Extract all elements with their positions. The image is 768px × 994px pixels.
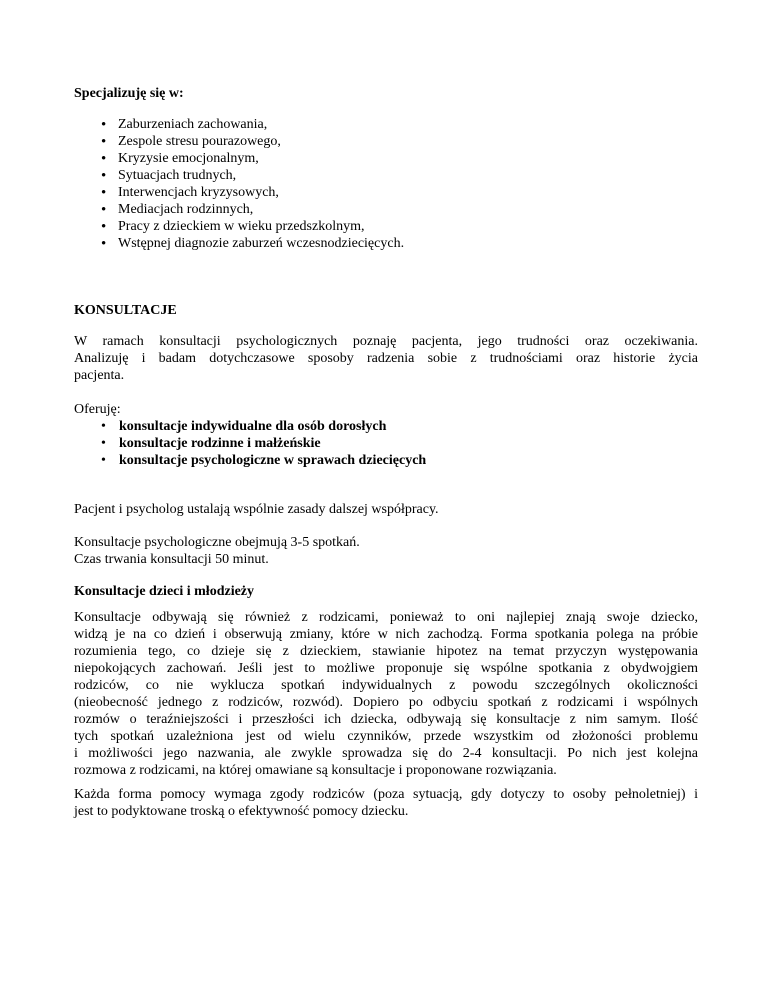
consent-paragraph xyxy=(74,787,698,821)
children-heading: Konsultacje dzieci i młodzieży xyxy=(74,584,255,599)
list-item: • Kryzysie emocjonalnym, xyxy=(74,151,404,168)
paragraph-line: i możliwości jego nazwania, ale zwykle sprowadza się do 2-4 konsultacji. Po nich jest kolejna xyxy=(74,746,698,761)
paragraph-line: tych spotkań uzależniona jest od wielu czynników, przede wszystkim od złożoności problemu xyxy=(74,729,698,744)
list-item: • konsultacje rodzinne i małżeńskie xyxy=(74,436,426,453)
paragraph-line: rodziców, co nie wyklucza spotkań indywidualnych z powodu szczególnych okoliczności xyxy=(74,678,698,693)
meetings-text: Konsultacje psychologiczne obejmują 3-5 spotkań. xyxy=(74,535,360,550)
paragraph-line: Każda forma pomocy wymaga zgody rodziców (poza sytuacją, gdy dotyczy to osoby pełnoletniej) i xyxy=(74,787,698,802)
list-item: • Zespole stresu pourazowego, xyxy=(74,134,404,151)
offer-list xyxy=(74,419,426,470)
paragraph-line: Konsultacje odbywają się również z rodzicami, ponieważ to oni najlepiej znają swoje dziecko, xyxy=(74,610,698,625)
duration-text: Czas trwania konsultacji 50 minut. xyxy=(74,552,269,567)
paragraph-line: rozmowa z rodzicami, na której omawiane są konsultacje i proponowane rozwiązania. xyxy=(74,763,557,778)
list-item: • konsultacje indywidualne dla osób dorosłych xyxy=(74,419,426,436)
list-item: • Wstępnej diagnozie zaburzeń wczesnodziecięcych. xyxy=(74,236,404,253)
rules-text: Pacjent i psycholog ustalają wspólnie zasady dalszej współpracy. xyxy=(74,502,439,517)
offer-label: Oferuję: xyxy=(74,402,121,417)
paragraph-line: (nieobecność jednego z rodziców, rozwód). Dopiero po odbyciu spotkań z rodzicami i wspólnych xyxy=(74,695,698,710)
paragraph-line: niepokojących zachowań. Jeśli jest to możliwe proponuje się wspólne spotkania z obydwojgiem xyxy=(74,661,698,676)
consultations-heading: KONSULTACJE xyxy=(74,303,177,318)
intro-line: Analizuję i badam dotychczasowe sposoby radzenia sobie z trudnościami oraz historie życia xyxy=(74,351,698,366)
paragraph-line: rozumienia tego, co dzieje się z dzieckiem, stawianie hipotez na temat przyczyn występowania xyxy=(74,644,698,659)
specializations-list xyxy=(74,117,404,253)
list-item: • Mediacjach rodzinnych, xyxy=(74,202,404,219)
list-item: • Interwencjach kryzysowych, xyxy=(74,185,404,202)
intro-line: W ramach konsultacji psychologicznych poznaję pacjenta, jego trudności oraz oczekiwania. xyxy=(74,334,698,349)
list-item: • Zaburzeniach zachowania, xyxy=(74,117,404,134)
paragraph-line: rozmów o teraźniejszości i przeszłości ich dziecka, odbywają się konsultacje z nim samym. Ilość xyxy=(74,712,698,727)
list-item: • konsultacje psychologiczne w sprawach dziecięcych xyxy=(74,453,426,470)
consultations-intro xyxy=(74,334,698,385)
list-item: • Sytuacjach trudnych, xyxy=(74,168,404,185)
children-paragraph xyxy=(74,610,698,780)
specializations-heading: Specjalizuję się w: xyxy=(74,86,184,101)
paragraph-line: widzą je na co dzień i obserwują zmiany, które w nich zachodzą. Forma spotkania polega na próbie xyxy=(74,627,698,642)
paragraph-line: jest to podyktowane troską o efektywność pomocy dziecku. xyxy=(74,804,409,819)
list-item: • Pracy z dzieckiem w wieku przedszkolnym, xyxy=(74,219,404,236)
intro-line: pacjenta. xyxy=(74,368,125,383)
